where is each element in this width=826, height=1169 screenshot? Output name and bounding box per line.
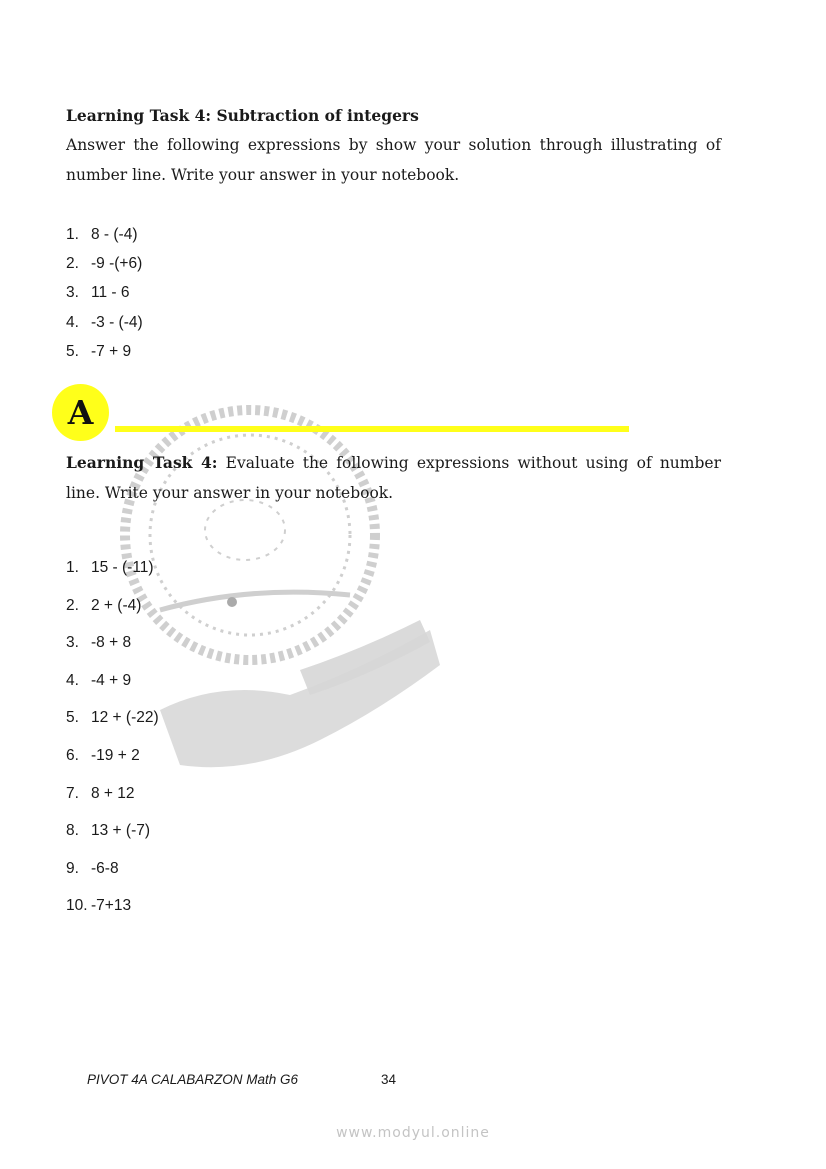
list-item-expression: -7 + 9: [91, 342, 132, 360]
task-heading-subtraction: Learning Task 4: Subtraction of integers: [66, 106, 419, 125]
list-item-expression: -3 - (-4): [91, 313, 143, 331]
list-item-expression: 11 - 6: [91, 284, 130, 302]
section-badge-a: A: [52, 384, 109, 441]
list-item: [66, 341, 143, 370]
list-item-expression: -9 -(+6): [91, 255, 143, 273]
list-item-expression: 2 + (-4): [91, 596, 142, 614]
list-item-number: 5.: [66, 342, 79, 360]
list-item-expression: 15 - (-11): [91, 559, 154, 576]
subtraction-exercise-list: [66, 224, 143, 370]
task-lead-label: Learning Task 4:: [66, 453, 218, 472]
instructions-subtraction: Answer the following expressions by show your solution through illustrating of number line. Write your answer in your notebook.: [66, 136, 721, 184]
footer-title: PIVOT 4A CALABARZON Math G6: [87, 1072, 299, 1087]
list-item-expression: 12 + (-22): [91, 709, 159, 727]
list-item-expression: 13 + (-7): [91, 822, 151, 840]
list-item-expression: -8 + 8: [91, 634, 132, 652]
list-item-number: 4.: [66, 313, 79, 331]
instructions-evaluate-text: Evaluate the following expressions without using of number line. Write your answer in your notebook.: [66, 454, 721, 502]
page-number: 34: [381, 1072, 397, 1087]
list-item: [66, 895, 159, 933]
list-item: [66, 820, 159, 858]
list-item: [66, 632, 159, 670]
instructions-evaluate: [66, 448, 721, 508]
list-item-expression: -6-8: [91, 859, 119, 877]
list-item-expression: -4 + 9: [91, 671, 132, 689]
list-item: [66, 253, 143, 282]
list-item-number: 6.: [66, 746, 79, 764]
list-item-number: 8.: [66, 822, 79, 840]
yellow-divider-rule: [115, 426, 629, 432]
list-item-expression: 8 - (-4): [91, 226, 138, 243]
list-item-number: 5.: [66, 709, 79, 727]
list-item-expression: -7+13: [91, 897, 132, 915]
list-item-number: 7.: [66, 784, 79, 802]
list-item: [66, 745, 159, 783]
list-item-expression: 8 + 12: [91, 784, 135, 802]
list-item: [66, 783, 159, 821]
list-item-number: 9.: [66, 859, 79, 877]
list-item: [66, 282, 143, 311]
list-item-expression: -19 + 2: [91, 746, 140, 764]
list-item: [66, 224, 143, 253]
list-item: [66, 312, 143, 341]
list-item: [66, 858, 159, 896]
list-item-number: 2.: [66, 255, 79, 273]
list-item: [66, 595, 159, 633]
list-item-number: 2.: [66, 596, 79, 614]
list-item-number: 3.: [66, 634, 79, 652]
site-watermark-text: www.modyul.online: [336, 1125, 490, 1141]
list-item: [66, 557, 159, 595]
list-item-number: 1.: [66, 559, 79, 576]
list-item-number: 4.: [66, 671, 79, 689]
list-item-number: 10.: [66, 897, 88, 915]
list-item: [66, 670, 159, 708]
list-item-number: 1.: [66, 226, 79, 243]
evaluate-exercise-list: [66, 557, 159, 933]
list-item-number: 3.: [66, 284, 79, 302]
list-item: [66, 707, 159, 745]
